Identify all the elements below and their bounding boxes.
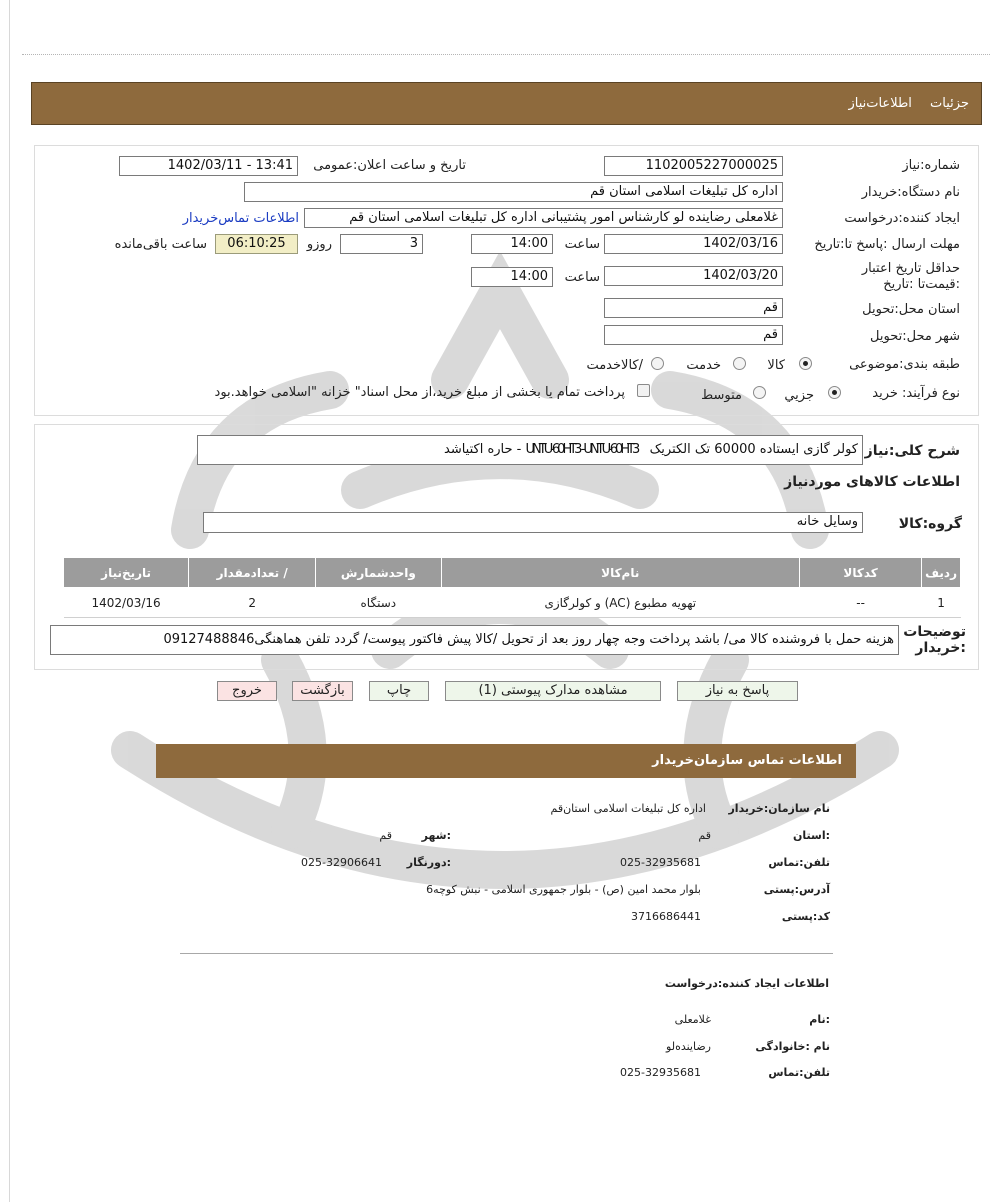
need-number-field: 1102005227000025 xyxy=(604,156,783,176)
creator-name-value: غلامعلی xyxy=(674,1013,711,1026)
goods-info-title: اطلاعات کالاهای موردنیاز xyxy=(784,474,960,490)
category-option-service: خدمت xyxy=(686,358,721,373)
contact-phone-value: 025-32935681 xyxy=(620,856,701,869)
cell-name: تهویه مطبوع (AC) و کولرگازی xyxy=(441,588,800,618)
back-button[interactable]: بازگشت xyxy=(292,681,353,701)
delivery-city-field: قم xyxy=(604,325,783,345)
exit-button[interactable]: خروج xyxy=(217,681,277,701)
process-option-minor: جزیي xyxy=(784,388,814,403)
col-code: کدکالا xyxy=(800,558,922,588)
col-qty: / تعدادمقدار xyxy=(189,558,316,588)
buyer-org-field: اداره کل تبلیغات اسلامی استان قم xyxy=(244,182,783,202)
contact-postal-value: 3716686441 xyxy=(631,910,701,923)
goods-table xyxy=(63,557,961,618)
top-divider xyxy=(22,54,990,55)
deadline-time-field: 14:00 xyxy=(471,234,553,254)
buyer-org-label: نام دستگاه:خریدار xyxy=(861,185,960,200)
days-field: 3 xyxy=(340,234,423,254)
creator-phone-value: 025-32935681 xyxy=(620,1066,701,1079)
col-unit: واحدشمارش xyxy=(316,558,441,588)
cell-row: 1 xyxy=(922,588,961,618)
validity-date-field: 1402/03/20 xyxy=(604,266,783,286)
category-radio-goods-service[interactable] xyxy=(651,357,664,370)
process-radio-minor[interactable] xyxy=(828,386,841,399)
days-label: روزو xyxy=(306,237,332,252)
treasury-payment-checkbox[interactable] xyxy=(637,384,650,397)
buyer-notes-field: هزینه حمل با فروشنده کالا می/ باشد پرداخت وجه چهار روز بعد از تحویل /کالا پیش فاکتور پیوست/ گردد تلفن هماهنگی09127488846 xyxy=(50,625,899,655)
summary-tail: - حاره اکتیاشد xyxy=(444,442,522,457)
creator-label: ایجاد کننده:درخواست xyxy=(844,211,960,226)
creator-family-value: رضاینده‌لو xyxy=(666,1040,711,1053)
contact-province-value: قم xyxy=(698,829,711,842)
creator-field: غلامعلی رضاینده لو کارشناس امور پشتیبانی اداره کل تبلیغات اسلامی استان قم xyxy=(304,208,783,228)
category-label: طبقه بندی:موضوعی xyxy=(849,357,960,372)
buyer-notes-label: توضیحات :خریدار xyxy=(903,624,966,656)
tab-need-info[interactable]: اطلاعات‌نیاز xyxy=(848,96,912,111)
cell-code: -- xyxy=(800,588,922,618)
deadline-date-field: 1402/03/16 xyxy=(604,234,783,254)
attachments-button[interactable]: مشاهده مدارک پیوستی (1) xyxy=(445,681,661,701)
deadline-time-label: ساعت xyxy=(564,237,600,252)
table-row xyxy=(64,588,961,618)
creator-info-title: اطلاعات ایجاد کننده:درخواست xyxy=(664,977,829,990)
summary-code: UNTU-60HT3 - UNTU-60HT3 xyxy=(525,442,638,457)
validity-time-label: ساعت xyxy=(564,270,600,285)
process-radio-medium[interactable] xyxy=(753,386,766,399)
cell-qty: 2 xyxy=(189,588,316,618)
summary-value: کولر گازی ایستاده 60000 تک الکتریک xyxy=(649,442,858,457)
category-option-goods: کالا xyxy=(767,358,785,373)
delivery-city-label: شهر محل:تحویل xyxy=(870,329,960,344)
col-date: تاریخ‌نیاز xyxy=(64,558,189,588)
remaining-timer: 06:10:25 xyxy=(215,234,298,254)
goods-group-label: گروه:کالا xyxy=(898,516,962,532)
cell-unit: دستگاه xyxy=(316,588,441,618)
buyer-contact-header xyxy=(156,744,856,778)
announce-label: تاریخ و ساعت اعلان:عمومی xyxy=(313,158,466,173)
buyer-contact-link[interactable]: اطلاعات تماس‌خریدار xyxy=(182,211,299,226)
category-radio-service[interactable] xyxy=(733,357,746,370)
announce-field: 1402/03/11 - 13:41 xyxy=(119,156,298,176)
contact-org-label: نام سازمان:خریدار xyxy=(728,802,830,815)
cell-date: 1402/03/16 xyxy=(64,588,189,618)
goods-table-header xyxy=(64,558,961,588)
contact-address-value: بلوار محمد امین (ص) - بلوار جمهوری اسلامی - نبش کوچه6 xyxy=(426,883,701,896)
top-tab-bar xyxy=(31,82,982,125)
delivery-province-field: قم xyxy=(604,298,783,318)
validity-time-field: 14:00 xyxy=(471,267,553,287)
tab-details[interactable]: جزئیات xyxy=(930,96,969,111)
reply-button[interactable]: پاسخ به نیاز xyxy=(677,681,798,701)
summary-label: شرح کلی:نیاز xyxy=(864,443,960,459)
buyer-contact-title: اطلاعات تماس سازمان‌خریدار xyxy=(652,753,842,768)
category-option-goods-service: /کالاخدمت xyxy=(586,358,643,373)
creator-name-label: :نام xyxy=(809,1013,830,1026)
process-label: نوع فرآیند: خرید xyxy=(872,386,960,401)
page-left-border xyxy=(9,0,10,1202)
contact-divider xyxy=(180,953,833,954)
creator-family-label: نام :خانوادگی xyxy=(755,1040,830,1053)
contact-phone-label: تلفن:تماس xyxy=(768,856,830,869)
contact-postal-label: کد:پستی xyxy=(781,910,830,923)
validity-label: حداقل تاریخ اعتبار :قیمت‌تا :تاریخ xyxy=(861,261,960,292)
delivery-province-label: استان محل:تحویل xyxy=(862,302,960,317)
summary-field xyxy=(197,435,863,465)
contact-fax-label: :دورنگار xyxy=(406,856,451,869)
contact-province-label: :استان xyxy=(793,829,830,842)
treasury-payment-text: پرداخت تمام یا بخشی از مبلغ خرید،از محل اسناد" خزانه "اسلامی خواهد.بود xyxy=(214,385,625,400)
process-option-medium: متوسط xyxy=(701,388,742,403)
col-name: نام‌کالا xyxy=(441,558,800,588)
contact-org-value: اداره کل تبلیغات اسلامی استان‌قم xyxy=(550,802,706,815)
col-row: ردیف xyxy=(922,558,961,588)
creator-phone-label: تلفن:تماس xyxy=(768,1066,830,1079)
contact-city-label: :شهر xyxy=(421,829,451,842)
need-number-label: شماره:نیاز xyxy=(902,158,960,173)
contact-fax-value: 025-32906641 xyxy=(301,856,382,869)
category-radio-goods[interactable] xyxy=(799,357,812,370)
remaining-label: ساعت باقی‌مانده xyxy=(114,237,207,252)
print-button[interactable]: چاپ xyxy=(369,681,429,701)
contact-address-label: آدرس:پستی xyxy=(763,883,830,896)
goods-group-field: وسایل خانه xyxy=(203,512,863,533)
contact-city-value: قم xyxy=(379,829,392,842)
deadline-label: مهلت ارسال :پاسخ تا:تاریخ xyxy=(814,237,960,252)
